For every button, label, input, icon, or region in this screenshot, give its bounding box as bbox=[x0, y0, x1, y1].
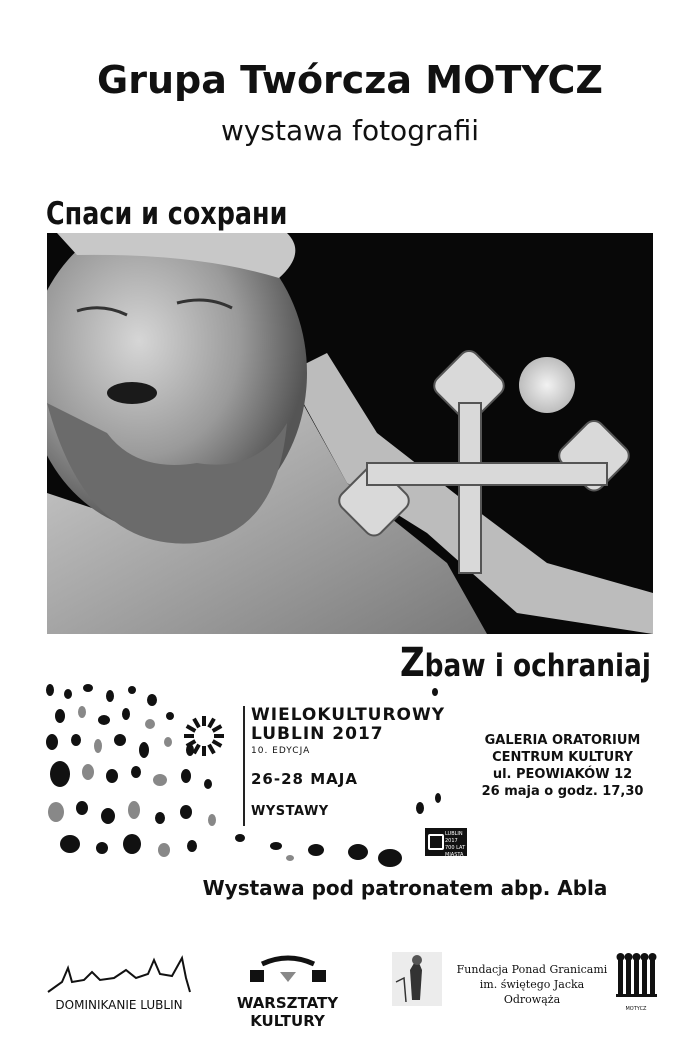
priest-photo-illustration bbox=[47, 233, 653, 634]
festival-name-line2: LUBLIN 2017 bbox=[251, 724, 384, 744]
dominikanie-label: DOMINIKANIE LUBLIN bbox=[55, 998, 183, 1012]
festival-edition: 10. EDYCJA bbox=[251, 746, 311, 756]
festival-info bbox=[243, 706, 445, 826]
fundacja-line1: Fundacja Ponad Granicami bbox=[456, 963, 608, 976]
venue-line1: GALERIA ORATORIUM bbox=[484, 733, 641, 748]
festival-name-line1: WIELOKULTUROWY bbox=[251, 705, 446, 725]
venue-info bbox=[470, 732, 655, 800]
warsztaty-emblem-icon bbox=[200, 950, 375, 990]
poster-title: Grupa Twórcza MOTYCZ bbox=[97, 58, 603, 102]
motycz-figures-icon bbox=[614, 950, 658, 1002]
logo-motycz bbox=[614, 950, 658, 1014]
main-photograph bbox=[47, 233, 653, 634]
venue-line4: 26 maja o godz. 17,30 bbox=[481, 784, 644, 799]
city-skyline-icon bbox=[44, 950, 194, 994]
warsztaty-label: WARSZTATY KULTURY bbox=[236, 994, 339, 1030]
polish-title-rest: baw i ochraniaj bbox=[424, 648, 651, 684]
fundacja-line2: im. świętego Jacka Odrowąża bbox=[479, 978, 585, 1006]
lublin-700-badge bbox=[425, 828, 467, 856]
fundacja-emblem-icon bbox=[392, 952, 442, 1006]
fundacja-text bbox=[452, 962, 612, 1007]
badge-line2: 700 LAT bbox=[445, 845, 466, 851]
motycz-label: MOTYCZ bbox=[625, 1006, 647, 1012]
badge-line3: MIASTA bbox=[445, 852, 464, 858]
poster-subtitle: wystawa fotografii bbox=[220, 114, 480, 147]
badge-emblem-icon bbox=[428, 834, 444, 850]
logo-warsztaty bbox=[200, 950, 375, 1030]
logo-dominikanie bbox=[44, 950, 194, 1020]
badge-line1: LUBLIN 2017 bbox=[445, 831, 463, 844]
festival-dates: 26-28 MAJA bbox=[251, 770, 358, 788]
venue-line3: ul. PEOWIAKÓW 12 bbox=[492, 767, 633, 782]
festival-type: WYSTAWY bbox=[251, 804, 329, 819]
polish-title-initial: Z bbox=[400, 640, 425, 686]
cyrillic-title: Спаси и сохрани bbox=[46, 196, 288, 232]
patronage-text: Wystawa pod patronatem abp. Abla bbox=[202, 876, 608, 900]
venue-line2: CENTRUM KULTURY bbox=[492, 750, 633, 765]
